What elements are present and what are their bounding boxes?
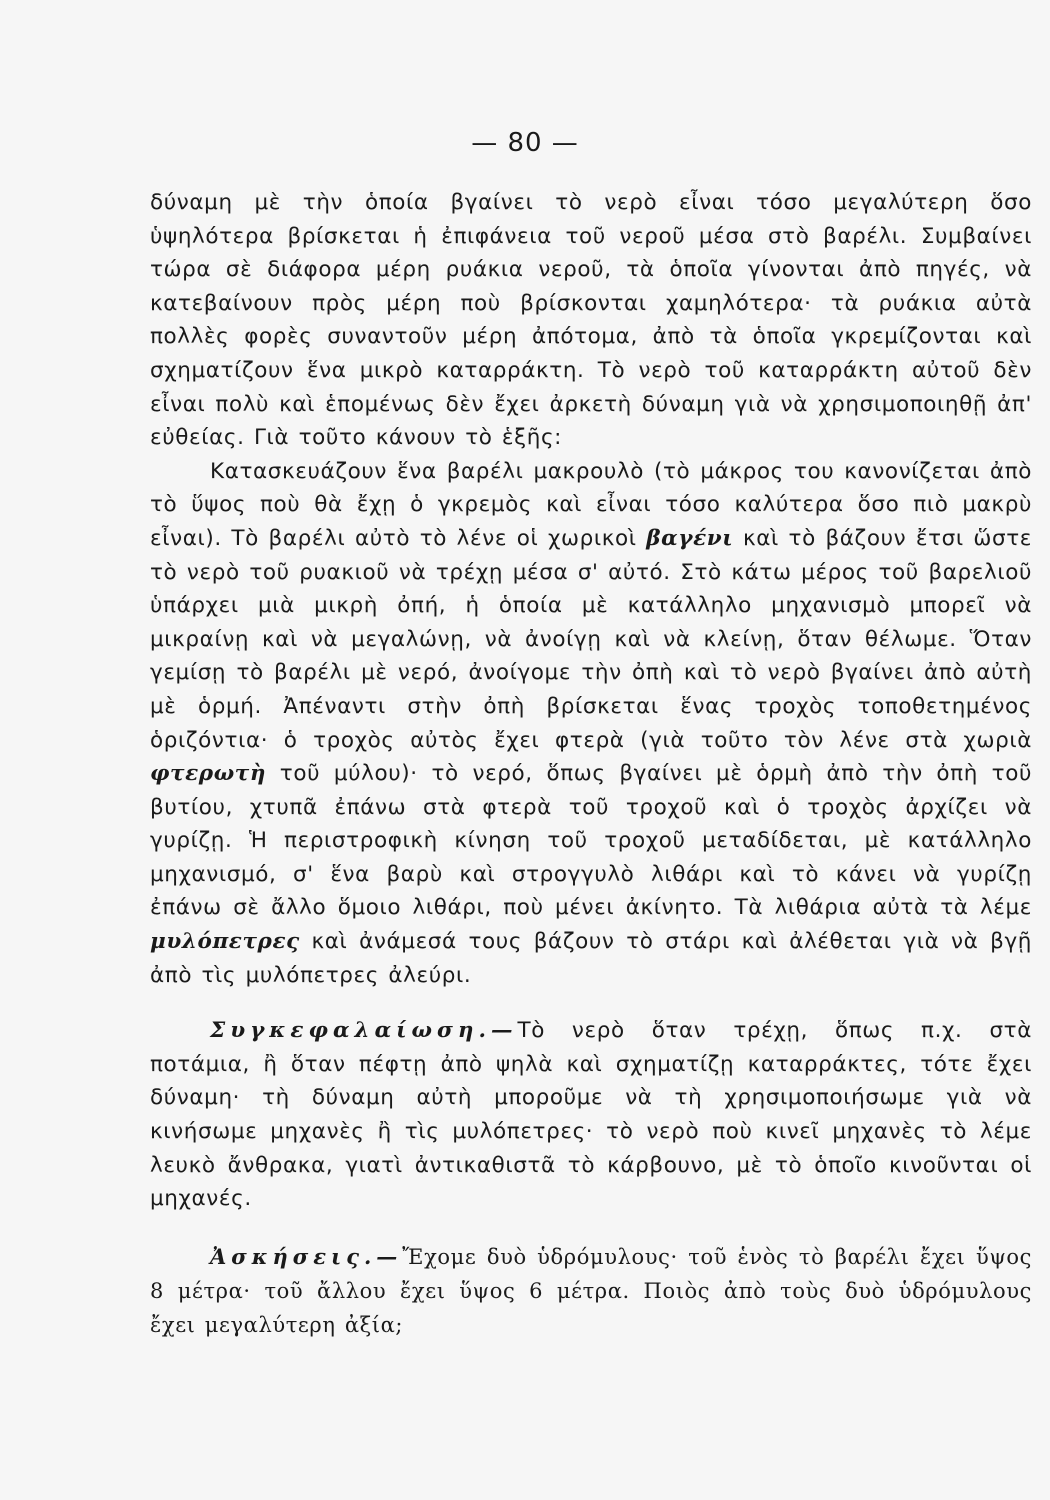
term-vageni: βαγένι	[646, 525, 734, 551]
exercises-heading: Ἀσκήσεις.—	[210, 1243, 403, 1269]
watermill-text-part-3: τοῦ μύλου)· τὸ νερό, ὅπως βγαίνει μὲ ὁρμὴ ἀπὸ τὴν ὀπὴ τοῦ βυτίου, χτυπᾶ ἐπάνω στὰ φτερὰ τοῦ τροχοῦ καὶ ὁ τροχὸς ἀρχίζει νὰ γυρίζῃ. Ἡ περιστροφικὴ κίνηση τοῦ τροχοῦ μεταδίδεται, μὲ κατάλληλο μηχανισμό, σ' ἕνα βαρὺ καὶ στρογγυλὸ λιθάρι καὶ τὸ κάνει νὰ γυρίζῃ ἐπάνω σὲ ἄλλο ὅμοιο λιθάρι, ποὺ μένει ἀκίνητο. Τὰ λιθάρια αὐτὰ τὰ λέμε	[150, 761, 1032, 921]
summary-text: Τὸ νερὸ ὅταν τρέχῃ, ὅπως π.χ. στὰ ποτάμια, ἢ ὅταν πέφτῃ ἀπὸ ψηλὰ καὶ σχηματίζῃ καταρράκτες, τότε ἔχει δύναμη· τὴ δύναμη αὐτὴ μποροῦμε νὰ τὴ χρησιμοποιήσωμε γιὰ νὰ κινήσωμε μηχανὲς ἢ τὶς μυλόπετρες· τὸ νερὸ ποὺ κινεῖ μηχανὲς τὸ λέμε λευκὸ ἄνθρακα, γιατὶ ἀντικαθιστᾶ τὸ κάρβουνο, μὲ τὸ ὁποῖο κινοῦνται οἱ μηχανές.	[150, 1018, 1032, 1212]
paragraph-watermill	[150, 455, 1032, 993]
summary-heading: Συγκεφαλαίωση.—	[210, 1018, 518, 1044]
term-mylopetres: μυλόπετρες	[150, 929, 300, 955]
exercises-paragraph	[150, 1240, 1032, 1342]
paragraph-water-pressure: δύναμη μὲ τὴν ὁποία βγαίνει τὸ νερὸ εἶναι τόσο μεγαλύτερη ὅσο ὑψηλότερα βρίσκεται ἡ ἐπιφάνεια τοῦ νεροῦ μέσα στὸ βαρέλι. Συμβαίνει τώρα σὲ διάφορα μέρη ρυάκια νεροῦ, τὰ ὁποῖα γίνονται ἀπὸ πηγές, νὰ κατεβαίνουν πρὸς μέρη ποὺ βρίσκονται χαμηλότερα· τὰ ρυάκια αὐτὰ πολλὲς φορὲς συναντοῦν μέρη ἀπότομα, ἀπὸ τὰ ὁποῖα γκρεμίζονται καὶ σχηματίζουν ἕνα μικρὸ καταρράκτη. Τὸ νερὸ τοῦ καταρράκτη αὐτοῦ δὲν εἶναι πολὺ καὶ ἑπομένως δὲν ἔχει ἀρκετὴ δύναμη γιὰ νὰ χρησιμοποιηθῇ ἀπ' εὐθείας. Γιὰ τοῦτο κάνουν τὸ ἑξῆς:	[150, 190, 1032, 451]
watermill-text-part-2: καὶ τὸ βάζουν ἔτσι ὥστε τὸ νερὸ τοῦ ρυακιοῦ νὰ τρέχῃ μέσα σ' αὐτό. Στὸ κάτω μέρος τοῦ βαρελιοῦ ὑπάρχει μιὰ μικρὴ ὀπή, ἡ ὁποία μὲ κατάλληλο μηχανισμὸ μπορεῖ νὰ μικραίνῃ καὶ νὰ μεγαλώνῃ, νὰ ἀνοίγῃ καὶ νὰ κλείνῃ, ὅταν θέλωμε. Ὅταν γεμίσῃ τὸ βαρέλι μὲ νερό, ἀνοίγομε τὴν ὀπὴ καὶ τὸ νερὸ βγαίνει ἀπὸ αὐτὴ μὲ ὁρμή. Ἀπέναντι στὴν ὀπὴ βρίσκεται ἕνας τροχὸς τοποθετημένος ὁριζόντια· ὁ τροχὸς αὐτὸς ἔχει φτερὰ (γιὰ τοῦτο τὸν λένε στὰ χωριὰ	[150, 525, 1033, 753]
watermill-text-part-4: καὶ ἀνάμεσά τους βάζουν τὸ στάρι καὶ ἀλέθεται γιὰ νὰ βγῇ ἀπὸ τὶς μυλόπετρες ἀλεύρι.	[150, 929, 1032, 988]
term-fteroti: φτερωτὴ	[150, 761, 267, 787]
exercises-text: Ἔχομε δυὸ ὑδρόμυλους· τοῦ ἑνὸς τὸ βαρέλι ἔχει ὕψος 8 μέτρα· τοῦ ἄλλου ἔχει ὕψος 6 μέτρα. Ποιὸς ἀπὸ τοὺς δυὸ ὑδρόμυλους ἔχει μεγαλύτερη ἀξία;	[150, 1244, 1032, 1337]
summary-paragraph	[150, 1014, 1032, 1216]
page-number: — 80 —	[471, 128, 579, 158]
body-text	[150, 186, 1032, 1342]
watermill-text-part-1: Κατασκευάζουν ἕνα βαρέλι μακρουλὸ (τὸ μάκρος του κανονίζεται ἀπὸ τὸ ὕψος ποὺ θὰ ἔχῃ ὁ γκρεμὸς καὶ εἶναι τόσο καλύτερα ὅσο πιὸ μακρὺ εἶναι). Τὸ βαρέλι αὐτὸ τὸ λένε οἱ χωρικοὶ	[150, 458, 1032, 551]
